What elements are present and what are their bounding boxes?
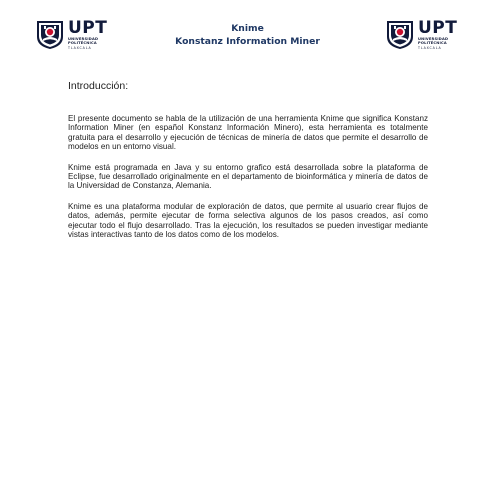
upt-logo-right: [386, 19, 457, 51]
logo-subtitle-line1: UNIVERSIDAD: [418, 37, 449, 42]
logo-acronym: UPT: [68, 18, 108, 39]
header-title-line2: Konstanz Information Miner: [175, 36, 320, 47]
logo-acronym: UPT: [418, 18, 458, 39]
header-title-line1: Knime: [231, 23, 264, 34]
logo-subtitle-line1: UNIVERSIDAD: [68, 37, 99, 42]
logo-subtitle-line3: TLAXCALA: [68, 45, 92, 50]
paragraph-intro: El presente documento se habla de la utilización de una herramienta Knime que significa Konstanz Information Miner (en español Konstanz Información Minero), esta herramienta es totalmente gratuita para el desarrollo y ejecución de técnicas de minería de datos que permite el desarrollo de modelos en un entorno visual.: [68, 114, 428, 152]
logo-subtitle-line2: POLITÉCNICA: [68, 41, 97, 46]
page-header: [0, 0, 495, 60]
header-title: [120, 22, 375, 48]
document-body: [68, 80, 428, 250]
paragraph-platform: Knime es una plataforma modular de exploración de datos, que permite al usuario crear flujos de datos, además, permite ejecutar de forma selectiva algunos de los pasos creados, así como ejecutar todo el flujo desarrollado. Tras la ejecución, los resultados se pueden investigar mediante vistas interactivas tanto de los datos como de los modelos.: [68, 201, 428, 240]
upt-logo-left: [36, 19, 107, 51]
upt-emblem-icon: [386, 20, 414, 50]
upt-emblem-icon: [36, 20, 64, 50]
paragraph-java: Knime está programada en Java y su entorno grafico está desarrollada sobre la plataforma de Eclipse, fue desarrollado originalmente en el departamento de bioinformática y minería de datos de la Universidad de Constanza, Alemania.: [68, 162, 428, 191]
logo-subtitle-line3: TLAXCALA: [418, 45, 442, 50]
logo-subtitle-line2: POLITÉCNICA: [418, 41, 447, 46]
section-title: Introducción:: [68, 80, 129, 92]
